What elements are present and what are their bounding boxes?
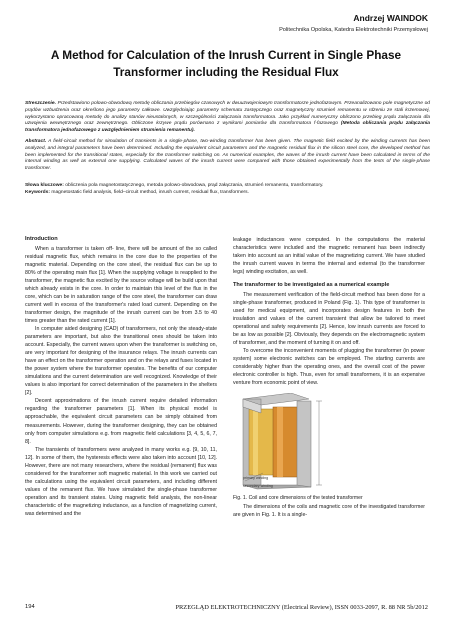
figure-caption: Fig. 1. Coil and core dimensions of the tested transformer	[233, 495, 363, 502]
left-column	[25, 236, 217, 518]
abstract-polish-label: Streszczenie.	[25, 101, 56, 106]
paragraph: leakage inductances were computed. In the computations the material characteristics were included and the magnetic remanent has been indirectly taken into account as an initial value of the magnetizing current. We have studied the inrush current waves in terms the internal and external (to the transformer legs) winding excitation, as well.	[233, 237, 425, 276]
page-number: 194	[25, 604, 35, 610]
introduction-heading: Introduction	[25, 236, 58, 242]
paragraph: Decent approximations of the inrush current require detailed information regarding the transformer parameters [1]. When its physical model is approachable, the equivalent circuit parameters can be simply obtained from measurements. However, during the transformer designing, they can be obtained only from computer simulations e.g. from magnetic field calculations [3, 4, 5, 6, 7, 8].	[25, 398, 217, 445]
paragraph: The dimensions of the coils and magnetic core of the investigated transformer are given in Fig. 1. It is a single-	[233, 504, 425, 519]
abstract-polish-title: (Metoda obliczania prądu załączania transformatora jednofazowego z uwzględnieniem strumienia remanentu).	[25, 121, 431, 134]
transformer-drawing	[233, 393, 425, 493]
abstract-english-text: A field-circuit method for simulation of transients in a single-phase, two-winding transformer has been given. The magnetic field excited by the winding currents has been analyzed, and integral parameters have been determined. Including the equivalent circuit parameters and the magnetic residual flux in the silicon steel core, the developed method has been implemented for the transitional states, especially for the transformer switching on. As numerical examples, the waves of the inrush current have been calculated in terms of the internal winding as well as external one supplying. Calculated waves of the inrush current were compared with those obtained experimentally from the tests of the single-phase transformer.	[25, 139, 430, 172]
author-affiliation: Politechnika Opolska, Katedra Elektrotechniki Przemysłowej	[279, 27, 428, 33]
page-footer	[25, 604, 428, 611]
journal-info: PRZEGLĄD ELEKTROTECHNICZNY (Electrical Review), ISSN 0033-2097, R. 88 NR 5b/2012	[175, 604, 428, 611]
abstract-english	[25, 139, 430, 173]
paragraph: The transients of transformers were analyzed in many works e.g. [9, 10, 11, 12]. In some of them, the hysteresis effects were also taken into account [10, 12]. However, there are not many researchers, where the residual (remanent) flux was considered for the transformer soft magnetic material. In this work we carried out the calculations using the equivalent circuit parameters, and including different values of the remanent flux. We have simulated the single-phase transformer operation and its transient states. Using magnetic field analysis, the non-linear characteristic of the magnetizing inductance, as a function of magnetizing current, was determined and the	[25, 446, 217, 517]
keywords-block	[25, 183, 430, 197]
paragraph: When a transformer is taken off- line, there will be amount of the so called residual magnetic flux, which remains in the core due to the properties of the magnetic material. Depending on the core steel, the residual flux can be up to 80% of the operating main flux [1]. When the supplying voltage is reapplied to the transformer, the magnetic flux excited by the source voltage will be build upon that which already exists in the core. In order to maintain this level of the flux in the core, which can be in saturation range of the core steel, the transformer can draw current well in excess of the transformer's rated load current. Depending on the transformer design, the magnitude of the inrush current can be from 3.5 to 40 times greater than the rated current [1].	[25, 245, 217, 325]
abstract-polish-text: Przedstawiono polowo-obwodową metodę obliczania przebiegów czasowych w dwuuzwojeniowym transformatorze jednofazowym. Przeanalizowano pole magnetyczne od prądów wzbudzenia oraz określono jego parametry całkowe. Uwzględniając parametry schematu zastępczego oraz magnetyczny strumień remanentu w rdzeniu ze stali krzemowej, wykorzystano opracowaną metodę do analizy stanów nieustalonych, w szczególności załączania transformatora. Jako przykład numeryczny obliczono przebieg prądu załączania dla uzwojenia wewnętrznego oraz zewnętrznego. Obliczone krzywe prądu porównano z wynikami pomiarów dla transformatora f-fazowego	[25, 101, 431, 127]
paragraph: The measurement verification of the field-circuit method has been done for a single-phase transformer, produced in Poland (Fig. 1). This type of transformer is used for medical equipment, and incorporates design features in both the insulation and values of the current transient that allow be tailored to meet operational and safety requirements [2]. Hence, low inrush currents are forced to be as low as possible [2]. Obviously, they depends on the electromagnetic system of transformer, and the moment of turning it on and off.	[233, 291, 425, 347]
keywords-english-label: Keywords:	[25, 189, 51, 195]
author-name: Andrzej WAINDOK	[353, 13, 428, 23]
keywords-english	[25, 190, 430, 197]
keywords-english-text: magnetostatic field analysis, field–circuit method, inrush current, residual flux, transformers.	[51, 189, 249, 195]
paragraph: To overcome the inconvenient moments of plugging the transformer (in power system) some electronic switches can be employed. The starting currents are considerably higher than the operating ones, and the overall cost of the power electronic controller is high. Thus, even for small transformers, it is an expensive venture from economic point of view.	[233, 348, 425, 387]
paragraph: In computer aided designing (CAD) of transformers, not only the steady-state parameters are important, but also the transitional ones should be taken into account. Especially, the current waves upon when the transformer is switching on, are very important for designing of the insurance relays. The inrush currents can have an effect on the transformer operation and on the relays and fuses located in the power system where the transformer operates. The benefits of our computer simulations and the current determination are well recognized. Knowledge of their values is also important for correct determination of the parameters in the shelters [2].	[25, 326, 217, 397]
abstract-polish	[25, 101, 430, 135]
paper-title: A Method for Calculation of the Inrush Current in Single Phase Transformer including the Residual Flux	[50, 48, 402, 79]
keywords-polish-text: obliczenia pola magnetostatycznego, metoda polowo-obwodowa, prąd załączania, strumień remanentu, transformatory.	[65, 183, 324, 188]
right-column	[233, 236, 425, 519]
keywords-polish-label: Słowa kluczowe:	[25, 183, 64, 188]
abstract-english-label: Abstract.	[25, 139, 47, 144]
secondary-winding-label: secondary winding	[243, 484, 273, 489]
primary-winding-label: primary winding	[243, 476, 269, 481]
section-heading: The transformer to be investigated as a numerical example	[233, 282, 390, 289]
figure-transformer	[233, 393, 425, 493]
keywords-polish	[25, 183, 430, 190]
